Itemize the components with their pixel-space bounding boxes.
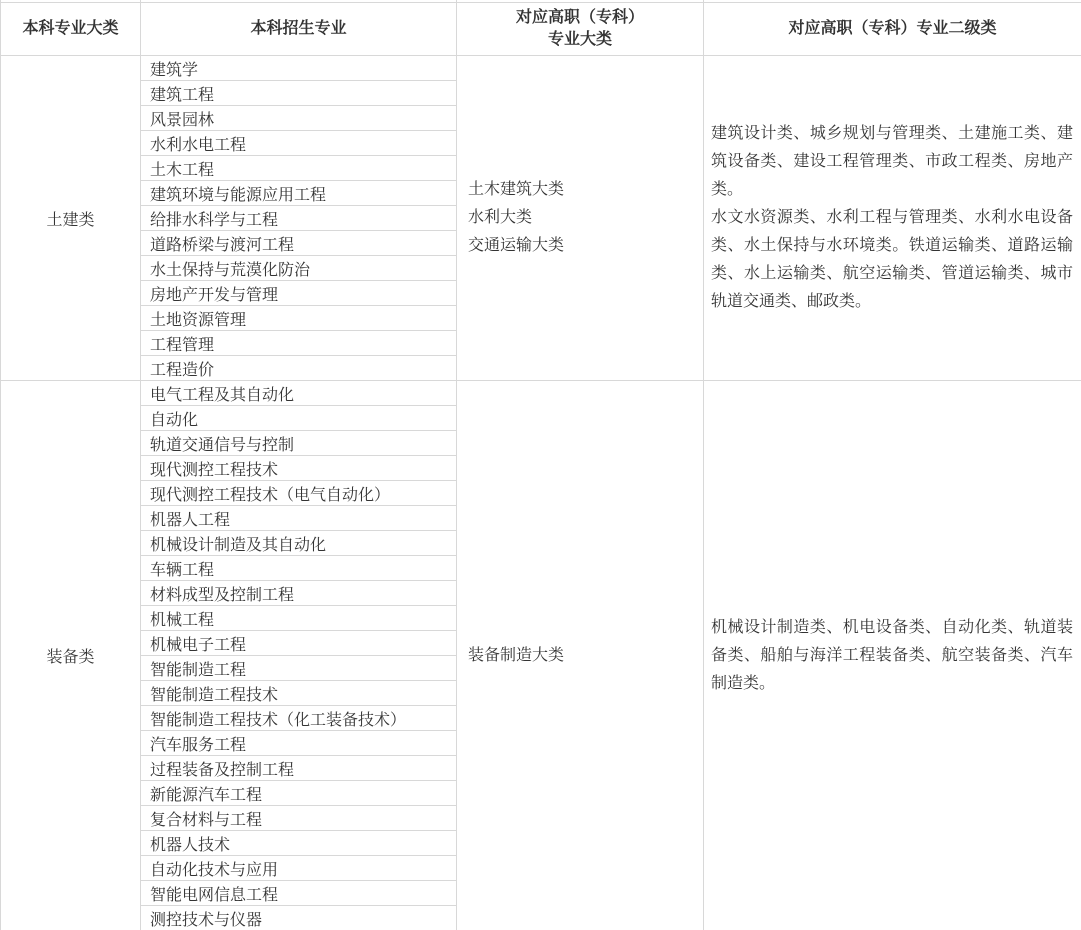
major-cell: 汽车服务工程 [141, 731, 457, 756]
major-cell: 机器人工程 [141, 506, 457, 531]
major-cell: 智能制造工程技术 [141, 681, 457, 706]
major-cell: 道路桥梁与渡河工程 [141, 231, 457, 256]
category-cell: 装备类 [1, 381, 141, 930]
major-cell: 电气工程及其自动化 [141, 381, 457, 406]
major-cell: 自动化技术与应用 [141, 856, 457, 881]
major-cell: 测控技术与仪器 [141, 906, 457, 930]
voc-category-cell [457, 381, 704, 930]
major-cell: 自动化 [141, 406, 457, 431]
major-cell: 给排水科学与工程 [141, 206, 457, 231]
major-cell: 材料成型及控制工程 [141, 581, 457, 606]
major-cell: 建筑环境与能源应用工程 [141, 181, 457, 206]
major-cell: 土地资源管理 [141, 306, 457, 331]
major-cell: 工程管理 [141, 331, 457, 356]
header-voc-category-line2: 专业大类 [547, 31, 612, 48]
major-row [1, 381, 1081, 406]
voc-secondary-paragraph: 机械设计制造类、机电设备类、自动化类、轨道装备类、船舶与海洋工程装备类、航空装备类、汽车制造类。 [711, 618, 1073, 692]
major-cell: 现代测控工程技术 [141, 456, 457, 481]
major-cell: 智能制造工程 [141, 656, 457, 681]
voc-category-line: 交通运输大类 [468, 237, 565, 254]
major-cell: 机器人技术 [141, 831, 457, 856]
voc-secondary-paragraph: 建筑设计类、城乡规划与管理类、土建施工类、建筑设备类、建设工程管理类、市政工程类、房地产类。 [711, 125, 1073, 198]
major-cell: 复合材料与工程 [141, 806, 457, 831]
major-cell: 轨道交通信号与控制 [141, 431, 457, 456]
major-cell: 房地产开发与管理 [141, 281, 457, 306]
voc-secondary-paragraph: 水文水资源类、水利工程与管理类、水利水电设备类、水土保持与水环境类。铁道运输类、道路运输类、水上运输类、航空运输类、管道运输类、城市轨道交通类、邮政类。 [711, 209, 1073, 310]
major-cell: 机械设计制造及其自动化 [141, 531, 457, 556]
major-cell: 智能电网信息工程 [141, 881, 457, 906]
major-cell: 智能制造工程技术（化工装备技术） [141, 706, 457, 731]
header-voc-category-line1: 对应高职（专科） [515, 9, 644, 26]
category-cell: 土建类 [1, 56, 141, 381]
header-undergrad-majors: 本科招生专业 [141, 3, 457, 56]
major-cell: 建筑工程 [141, 81, 457, 106]
major-cell: 水利水电工程 [141, 131, 457, 156]
header-undergrad-category: 本科专业大类 [1, 3, 141, 56]
major-cell: 工程造价 [141, 356, 457, 381]
voc-category-cell [457, 56, 704, 381]
major-cell: 风景园林 [141, 106, 457, 131]
voc-secondary-cell [704, 381, 1081, 930]
major-cell: 水土保持与荒漠化防治 [141, 256, 457, 281]
major-cell: 现代测控工程技术（电气自动化） [141, 481, 457, 506]
voc-category-line: 土木建筑大类 [468, 181, 565, 198]
voc-secondary-cell [704, 56, 1081, 381]
major-cell: 过程装备及控制工程 [141, 756, 457, 781]
major-cell: 建筑学 [141, 56, 457, 81]
voc-category-line: 装备制造大类 [468, 646, 565, 664]
major-cell: 机械电子工程 [141, 631, 457, 656]
major-cell: 车辆工程 [141, 556, 457, 581]
major-cell: 新能源汽车工程 [141, 781, 457, 806]
header-voc-category [457, 3, 704, 56]
major-row [1, 56, 1081, 81]
header-voc-secondary: 对应高职（专科）专业二级类 [704, 3, 1081, 56]
major-cell: 土木工程 [141, 156, 457, 181]
major-cell: 机械工程 [141, 606, 457, 631]
voc-category-line: 水利大类 [468, 209, 533, 226]
header-row [1, 3, 1081, 56]
